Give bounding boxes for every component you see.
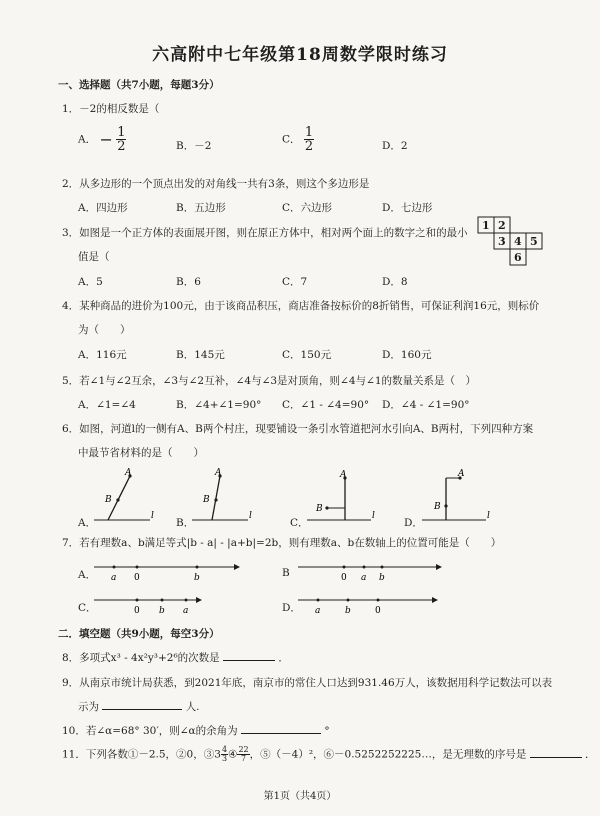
q5-option-c[interactable]: C．∠1 - ∠4=90°	[282, 399, 370, 411]
q11-rest: ，⑤（－4）²，⑥－0.5252252225…，是无理数的序号是	[249, 748, 527, 761]
q10-line	[62, 723, 330, 738]
q1-option-a[interactable]	[78, 126, 126, 153]
q7-option-c[interactable]: C．	[78, 602, 97, 614]
q7-b-b: b	[379, 573, 385, 583]
q11-line	[62, 746, 596, 763]
q7-b-a: a	[361, 573, 367, 583]
q6-figure-c	[305, 466, 380, 526]
q1-option-b-text: －2	[194, 140, 212, 152]
q7-a-b: b	[194, 573, 200, 583]
q1-option-b[interactable]	[176, 138, 211, 153]
q8-answer-blank[interactable]	[223, 650, 275, 661]
q7-d-a: a	[315, 606, 321, 616]
q5-stem: 5．若∠1与∠2互余，∠3与∠2互补，∠4与∠3是对顶角，则∠4与∠1的数量关系是（ ）	[62, 375, 477, 387]
q7-c-b: b	[159, 606, 165, 616]
q1-stem: 1．－2的相反数是（	[62, 103, 160, 115]
q9-answer-blank[interactable]	[102, 699, 182, 710]
page-title: 六高附中七年级第18周数学限时练习	[152, 45, 448, 65]
q11-mixed-fraction	[221, 746, 228, 763]
q2-option-c[interactable]: C．六边形	[282, 202, 333, 214]
q1-option-d-label: D．	[382, 140, 401, 152]
q11-fraction	[237, 746, 249, 763]
q5-option-b[interactable]: B．∠4+∠1=90°	[176, 399, 262, 411]
q3-option-b[interactable]: B．6	[176, 276, 201, 288]
q11-item-4: ④	[228, 748, 238, 761]
q2-option-d[interactable]: D．七边形	[382, 202, 433, 214]
q1-option-b-label: B．	[176, 140, 195, 152]
q3-stem-line1: 3．如图是一个正方体的表面展开图，则在原正方体中，相对两个面上的数字之和的最小	[62, 227, 468, 239]
page-footer: 第1页（共4页）	[263, 791, 337, 802]
q1-option-a-label: A．	[78, 133, 97, 146]
cube-net-figure	[476, 214, 548, 270]
q3-option-a[interactable]: A．5	[78, 276, 103, 288]
q7-number-line-c	[92, 591, 242, 617]
q1-option-c-numerator: 1	[304, 125, 314, 140]
q11-mixed-num: 4	[221, 745, 228, 754]
q7-number-line-d	[296, 591, 446, 617]
q9-suffix: 人.	[185, 701, 200, 713]
net-face-5: 5	[530, 235, 538, 248]
q4-stem-line2: 为（ ）	[78, 324, 131, 336]
q6-d-label-b: B	[434, 502, 441, 512]
q6-figure-a	[92, 466, 162, 526]
q1-option-a-denominator: 2	[117, 139, 126, 154]
q11-answer-blank[interactable]	[530, 747, 582, 758]
q2-option-b[interactable]: B．五边形	[176, 202, 226, 214]
q7-c-zero: 0	[134, 606, 140, 616]
q8-suffix: ．	[278, 652, 289, 664]
q6-a-label-a: A	[125, 468, 132, 478]
q4-stem-line1: 4．某种商品的进价为100元，由于该商品积压，商店准备按标价的8折销售，可保证利润16元，则标价	[62, 300, 540, 312]
net-face-3: 3	[498, 235, 506, 248]
q1-option-c-fraction	[304, 126, 314, 153]
q6-option-a[interactable]: A．	[78, 517, 97, 529]
q7-a-zero: 0	[134, 573, 140, 583]
q9-line2-text: 示为	[78, 701, 99, 713]
q6-d-label-a: A	[458, 469, 465, 479]
q6-b-label-b: B	[203, 495, 210, 505]
q4-option-a[interactable]: A．116元	[78, 349, 127, 361]
q6-figure-d	[420, 466, 495, 526]
q1-option-a-fraction	[116, 126, 126, 153]
q5-option-d[interactable]: D．∠4 - ∠1=90°	[382, 399, 470, 411]
q6-c-label-a: A	[340, 470, 347, 480]
q8-line	[62, 650, 289, 665]
q7-number-line-a	[92, 558, 242, 584]
q6-c-river-label: l	[372, 511, 375, 521]
q6-a-label-b: B	[105, 495, 112, 505]
q11-mixed-den: 3	[221, 754, 228, 763]
q1-option-a-numerator: 1	[117, 125, 126, 140]
q7-c-a: a	[183, 606, 189, 616]
q11-prefix: 11．下列各数①－2.5，②0，③	[62, 748, 215, 761]
q3-stem-line2: 值是（	[78, 251, 110, 263]
net-face-1: 1	[482, 219, 490, 232]
q7-b-zero: 0	[341, 573, 347, 583]
q11-mixed-whole: 3	[214, 748, 221, 761]
q7-d-b: b	[345, 606, 351, 616]
q1-option-a-sign: −	[99, 130, 113, 149]
q3-option-d[interactable]: D．8	[382, 276, 408, 288]
q6-option-c[interactable]: C．	[290, 517, 309, 529]
q6-stem-line1: 6．如图，河道l的一侧有A、B两个村庄，现要铺设一条引水管道把河水引向A、B两村，下列四种方案	[62, 423, 534, 435]
net-face-6: 6	[514, 251, 522, 264]
section-heading-fill: 二．填空题（共9小题，每空3分）	[58, 628, 220, 640]
q7-stem: 7．若有理数a、b满足等式|b - a| - |a+b|=2b，则有理数a、b在数轴上的位置可能是（ ）	[62, 537, 502, 549]
q2-stem: 2．从多边形的一个顶点出发的对角线一共有3条，则这个多边形是	[62, 178, 370, 190]
q6-option-d[interactable]: D．	[404, 517, 423, 529]
q6-figure-b	[190, 466, 260, 526]
q10-answer-blank[interactable]	[241, 723, 321, 734]
q7-d-zero: 0	[375, 606, 381, 616]
q6-c-label-b: B	[316, 504, 323, 514]
q1-option-c-label: C．	[282, 133, 301, 146]
q9-line2	[78, 699, 200, 714]
q7-option-d[interactable]: D．	[282, 602, 301, 614]
net-face-4: 4	[514, 235, 522, 248]
q6-stem-line2: 中最节省材料的是（ ）	[78, 447, 204, 459]
q8-prefix: 8．多项式x³ - 4x²y³+2⁶的次数是	[62, 652, 220, 664]
q9-line1: 9．从南京市统计局获悉，到2021年底，南京市的常住人口达到931.46万人，该数据用科学记数法可以表	[62, 677, 553, 689]
net-face-2: 2	[498, 219, 506, 232]
q4-option-c[interactable]: C．150元	[282, 349, 332, 361]
q10-suffix: °	[324, 725, 330, 737]
q1-option-c[interactable]	[282, 126, 314, 153]
q6-b-river-label: l	[249, 511, 252, 521]
q3-option-c[interactable]: C．7	[282, 276, 308, 288]
q2-option-a[interactable]: A．四边形	[78, 202, 128, 214]
q7-number-line-b	[296, 558, 446, 584]
q6-d-river-label: l	[487, 511, 490, 521]
q4-option-d[interactable]: D．160元	[382, 349, 432, 361]
q11-frac-den: 7	[241, 754, 247, 763]
q7-option-b[interactable]: B	[282, 567, 290, 579]
q6-option-b[interactable]: B．	[176, 517, 195, 529]
q6-a-river-label: l	[151, 511, 154, 521]
q1-option-c-denominator: 2	[304, 139, 314, 154]
q7-option-a[interactable]: A．	[78, 569, 97, 581]
q7-a-a: a	[111, 573, 117, 583]
section-heading-choice: 一、选择题（共7小题，每题3分）	[58, 79, 220, 91]
q1-option-d-text: 2	[400, 140, 408, 152]
q10-prefix: 10．若∠α=68° 30′，则∠α的余角为	[62, 725, 238, 737]
q5-option-a[interactable]: A．∠1=∠4	[78, 399, 136, 411]
q1-option-d[interactable]	[382, 138, 408, 153]
q6-b-label-a: A	[215, 468, 222, 478]
q11-frac-num: 22	[238, 745, 249, 754]
q11-suffix: ．	[585, 748, 596, 761]
q4-option-b[interactable]: B．145元	[176, 349, 225, 361]
